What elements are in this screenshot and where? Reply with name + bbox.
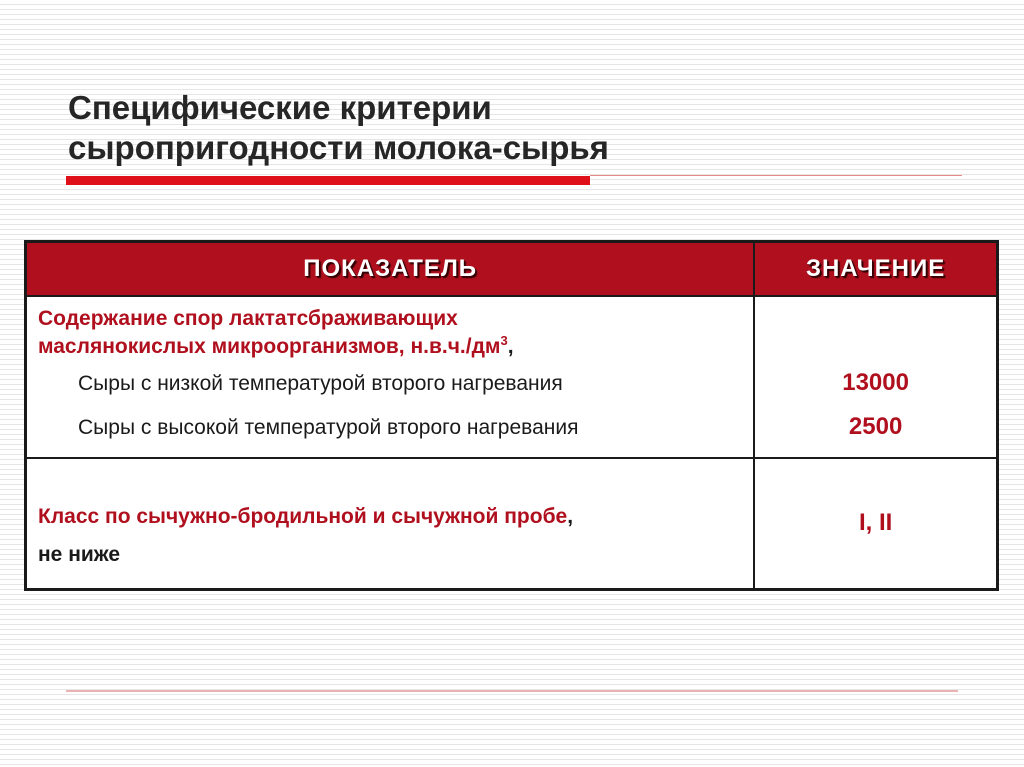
- table-row-spores: [26, 296, 998, 458]
- rennet-class-line-1: [38, 503, 753, 531]
- title-accent-line: [590, 175, 962, 176]
- spores-item-low-temp: Сыры с низкой температурой второго нагревания: [78, 372, 563, 395]
- footer-divider: [66, 690, 958, 692]
- spores-value-cell: [754, 296, 997, 458]
- rennet-class-trailing-comma: ,: [567, 505, 574, 529]
- spores-title-line-1: Содержание спор лактатсбраживающих: [38, 307, 458, 330]
- spores-title-line-2: [38, 333, 753, 361]
- spores-title-text: маслянокислых микроорганизмов, н.в.ч./дм: [38, 335, 501, 358]
- spores-item-high-temp: Сыры с высокой температурой второго нагревания: [78, 416, 579, 439]
- slide-title-line-2: сыропригодности молока-сырья: [68, 129, 609, 166]
- spores-trailing-comma: ,: [507, 335, 514, 358]
- slide-title-line-1: Специфические критерии: [68, 89, 492, 126]
- rennet-class-value: I, II: [858, 509, 893, 537]
- table-header-row: [26, 242, 998, 297]
- rennet-class-value-cell: [754, 458, 997, 589]
- header-value: ЗНАЧЕНИЕ: [754, 242, 997, 297]
- rennet-class-line-2: не ниже: [38, 543, 121, 567]
- slide-title: [68, 88, 948, 168]
- header-indicator: ПОКАЗАТЕЛЬ: [26, 242, 755, 297]
- title-accent-bar: [66, 176, 590, 185]
- table-row-rennet-class: [26, 458, 998, 589]
- criteria-table: [24, 240, 999, 591]
- spores-value-high-temp: 2500: [848, 413, 903, 440]
- unit-superscript: 3: [500, 333, 508, 348]
- rennet-class-indicator-cell: [26, 458, 755, 589]
- rennet-class-label: Класс по сычужно-бродильной и сычужной пробе: [38, 505, 568, 529]
- spores-value-low-temp: 13000: [842, 369, 909, 396]
- spores-indicator-cell: [26, 296, 755, 458]
